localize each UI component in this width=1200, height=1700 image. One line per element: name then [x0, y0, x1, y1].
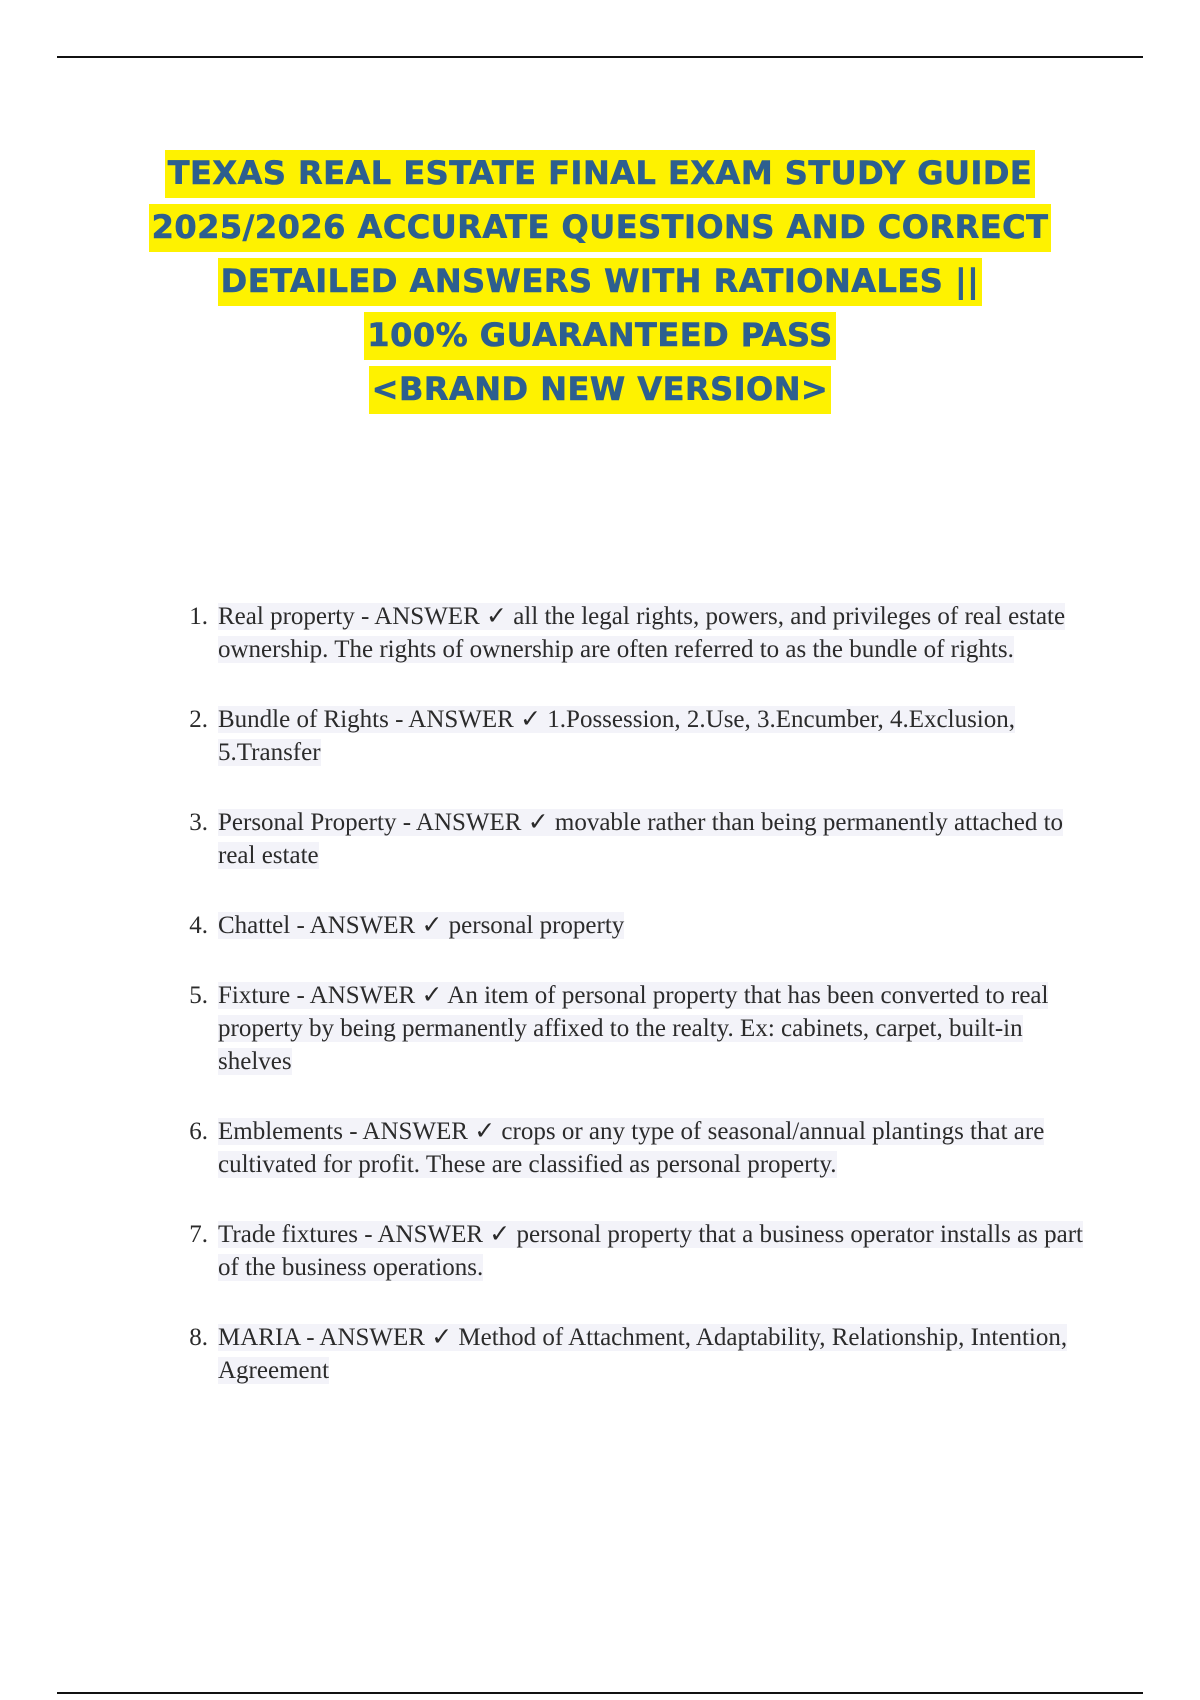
item-text: Bundle of Rights - ANSWER ✓ 1.Possession, 2.Use, 3.Encumber, 4.Exclusion, 5.Transfer [218, 706, 1015, 766]
list-item [160, 1115, 1100, 1181]
qa-list [160, 600, 1100, 1387]
item-text: Fixture - ANSWER ✓ An item of personal property that has been converted to real property by being permanently affixed to the realty. Ex: cabinets, carpet, built-in shelves [218, 982, 1049, 1075]
item-number: 4. [189, 912, 208, 939]
item-text: Chattel - ANSWER ✓ personal property [218, 912, 625, 939]
list-item [160, 979, 1100, 1078]
item-text: Personal Property - ANSWER ✓ movable rather than being permanently attached to real estate [218, 809, 1064, 869]
item-number: 3. [189, 809, 208, 836]
top-rule [57, 56, 1143, 58]
list-item [160, 1218, 1100, 1284]
item-number: 7. [189, 1221, 208, 1248]
item-number: 2. [189, 706, 208, 733]
item-text: Real property - ANSWER ✓ all the legal rights, powers, and privileges of real estate ownership. The rights of ownership are often referred to as the bundle of rights. [218, 603, 1066, 663]
title-line: <BRAND NEW VERSION> [60, 362, 1140, 416]
item-text: MARIA - ANSWER ✓ Method of Attachment, Adaptability, Relationship, Intention, Agreement [218, 1324, 1068, 1384]
bottom-rule [57, 1692, 1143, 1694]
list-item [160, 600, 1100, 666]
item-number: 8. [189, 1324, 208, 1351]
item-text: Trade fixtures - ANSWER ✓ personal property that a business operator installs as part of the business operations. [218, 1221, 1083, 1281]
item-number: 5. [189, 982, 208, 1009]
title-line: 100% GUARANTEED PASS [60, 308, 1140, 362]
item-text: Emblements - ANSWER ✓ crops or any type of seasonal/annual plantings that are cultivated for profit. These are classified as personal property. [218, 1118, 1045, 1178]
list-item [160, 806, 1100, 872]
item-number: 1. [189, 603, 208, 630]
item-number: 6. [189, 1118, 208, 1145]
title-line: TEXAS REAL ESTATE FINAL EXAM STUDY GUIDE [60, 146, 1140, 200]
document-title [60, 146, 1140, 416]
title-line: DETAILED ANSWERS WITH RATIONALES || [60, 254, 1140, 308]
title-line: 2025/2026 ACCURATE QUESTIONS AND CORRECT [60, 200, 1140, 254]
list-item [160, 909, 1100, 942]
list-item [160, 703, 1100, 769]
list-item [160, 1321, 1100, 1387]
